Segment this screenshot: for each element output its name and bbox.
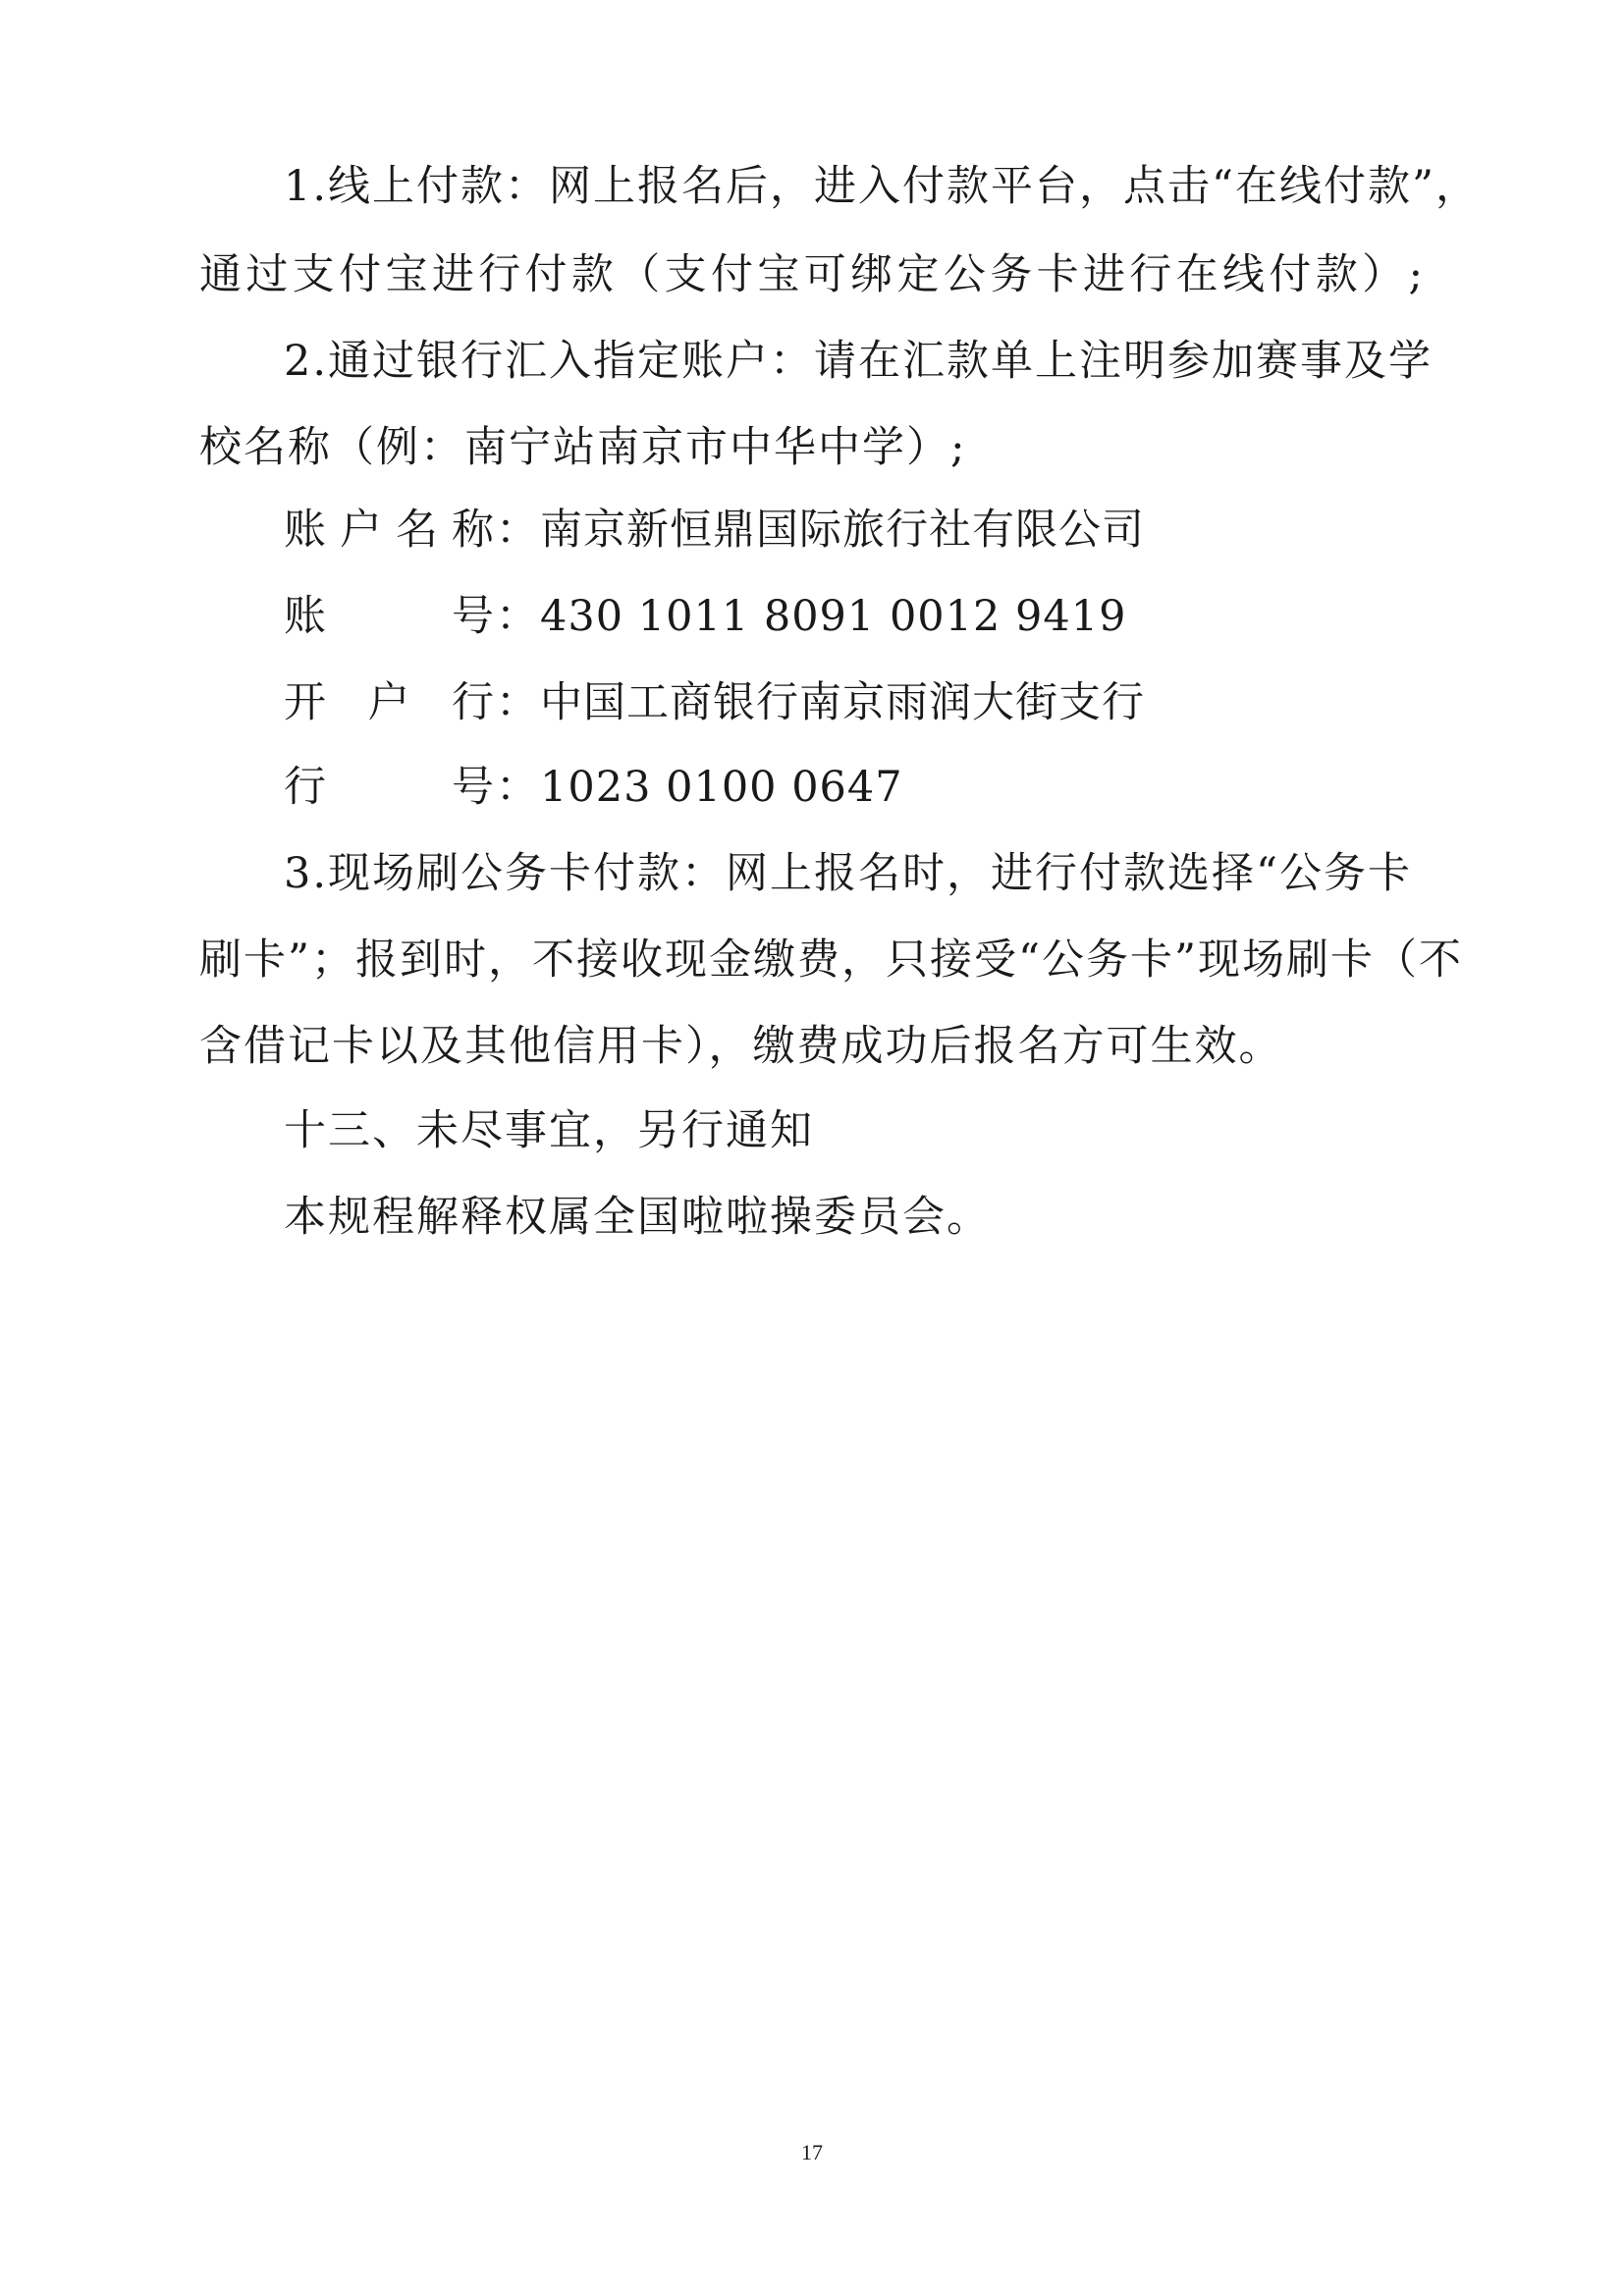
payment-bank-line-2: 校名称（例：南宁站南京市中华中学）; [199, 423, 967, 472]
bank-name-label: 开户行 [284, 678, 496, 727]
bank-name-row [284, 675, 1145, 730]
bank-code-label: 行号 [284, 763, 496, 812]
payment-card-line-2: 刷卡”；报到时，不接收现金缴费，只接受“公务卡”现场刷卡（不 [199, 935, 1463, 985]
section-13-heading: 十三、未尽事宜，另行通知 [284, 1106, 814, 1155]
bank-name-value: 中国工商银行南京雨润大街支行 [540, 678, 1145, 727]
account-name-label: 账户名称 [284, 506, 496, 555]
payment-card-line-1: 3.现场刷公务卡付款：网上报名时，进行付款选择“公务卡 [284, 849, 1413, 898]
page-number: 17 [801, 2140, 823, 2164]
account-name-row [284, 503, 1145, 558]
payment-online-line-2: 通过支付宝进行付款（支付宝可绑定公务卡进行在线付款）; [199, 250, 1425, 299]
account-name-value: 南京新恒鼎国际旅行社有限公司 [540, 506, 1145, 555]
section-13-text: 本规程解释权属全国啦啦操委员会。 [284, 1193, 991, 1242]
account-number-row [284, 589, 1126, 644]
payment-bank-line-1: 2.通过银行汇入指定账户：请在汇款单上注明参加赛事及学 [284, 337, 1434, 386]
bank-code-value: 1023 0100 0647 [540, 763, 903, 812]
bank-name-separator: ： [496, 678, 540, 727]
account-number-separator: ： [496, 592, 540, 641]
bank-code-row [284, 760, 903, 815]
payment-card-line-3: 含借记卡以及其他信用卡），缴费成功后报名方可生效。 [199, 1022, 1283, 1071]
account-name-separator: ： [496, 506, 540, 555]
bank-code-separator: ： [496, 763, 540, 812]
account-number-label: 账号 [284, 592, 496, 641]
account-number-value: 430 1011 8091 0012 9419 [540, 592, 1127, 641]
payment-online-line-1: 1.线上付款：网上报名后，进入付款平台，点击“在线付款”， [284, 162, 1480, 211]
